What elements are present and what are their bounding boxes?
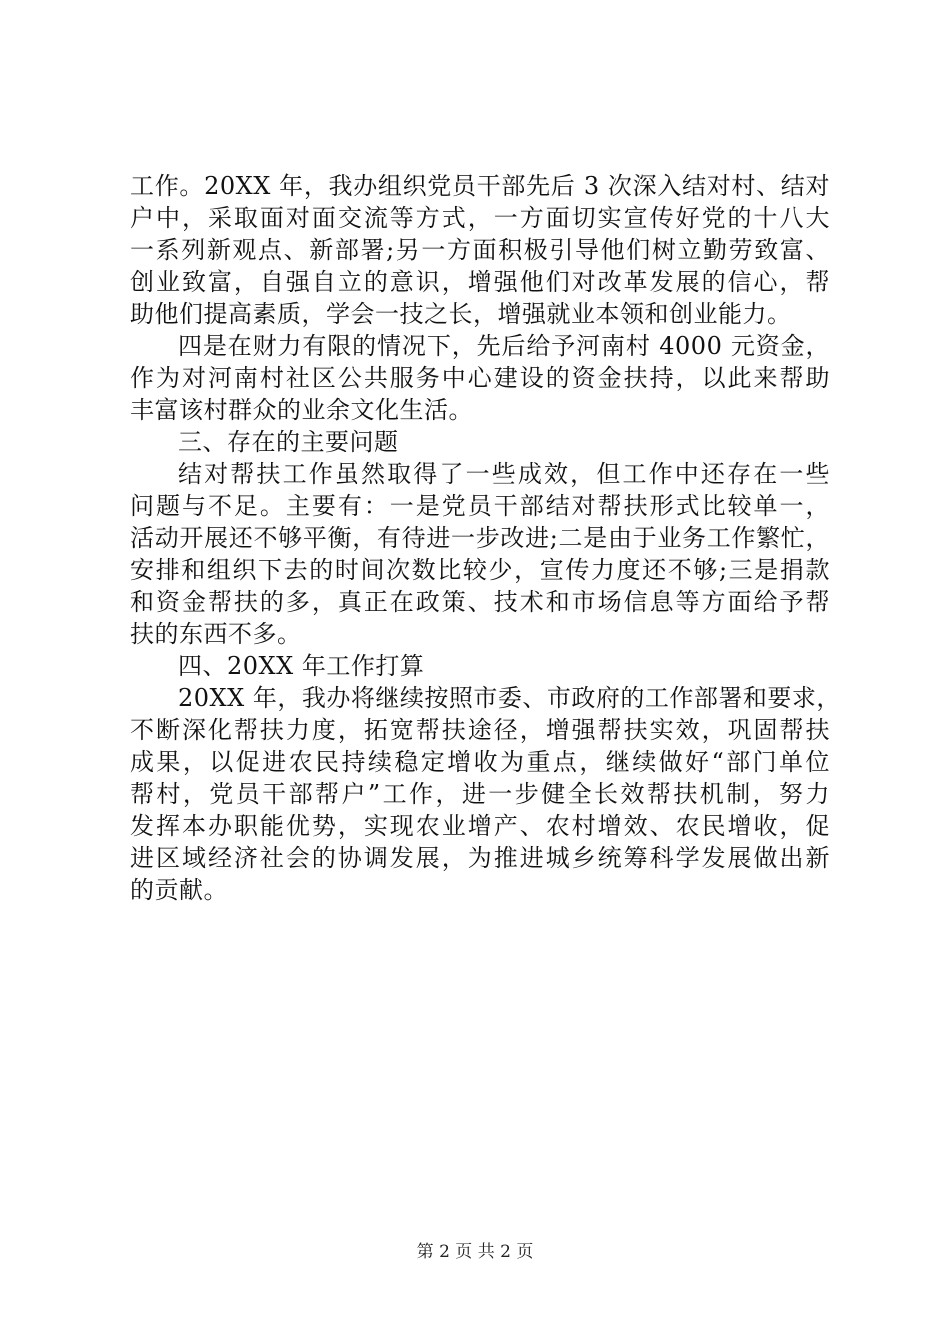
text-line: 不断深化帮扶力度，拓宽帮扶途径，增强帮扶实效，巩固帮扶: [130, 716, 830, 744]
text-line: 活动开展还不够平衡，有待进一步改进;二是由于业务工作繁忙，: [130, 524, 830, 552]
text-line: 和资金帮扶的多，真正在政策、技术和市场信息等方面给予帮: [130, 588, 830, 616]
paragraph-first-line: 结对帮扶工作虽然取得了一些成效，但工作中还存在一些: [178, 460, 830, 488]
text-line: 帮村，党员干部帮户”工作，进一步健全长效帮扶机制，努力: [130, 780, 830, 808]
text-line: 丰富该村群众的业余文化生活。: [130, 396, 473, 424]
text-line: 一系列新观点、新部署;另一方面积极引导他们树立勤劳致富、: [130, 236, 830, 264]
section-heading: 四、20XX 年工作打算: [178, 652, 425, 680]
text-line: 问题与不足。主要有：一是党员干部结对帮扶形式比较单一，: [130, 492, 830, 520]
text-line: 创业致富，自强自立的意识，增强他们对改革发展的信心，帮: [130, 268, 830, 296]
paragraph-first-line: 四是在财力有限的情况下，先后给予河南村 4000 元资金，: [178, 332, 830, 360]
text-line: 成果，以促进农民持续稳定增收为重点，继续做好“部门单位: [130, 748, 830, 776]
text-line: 安排和组织下去的时间次数比较少，宣传力度还不够;三是捐款: [130, 556, 830, 584]
text-line: 工作。20XX 年，我办组织党员干部先后 3 次深入结对村、结对: [130, 172, 830, 200]
paragraph-first-line: 20XX 年，我办将继续按照市委、市政府的工作部署和要求，: [178, 684, 841, 712]
section-heading: 三、存在的主要问题: [178, 428, 399, 456]
text-line: 作为对河南村社区公共服务中心建设的资金扶持，以此来帮助: [130, 364, 830, 392]
document-body: [130, 170, 841, 906]
text-line: 进区域经济社会的协调发展，为推进城乡统筹科学发展做出新: [130, 844, 830, 872]
text-line: 助他们提高素质，学会一技之长，增强就业本领和创业能力。: [130, 300, 792, 328]
text-line: 扶的东西不多。: [130, 620, 302, 648]
text-line: 的贡献。: [130, 876, 228, 904]
text-line: 发挥本办职能优势，实现农业增产、农村增效、农民增收，促: [130, 812, 830, 840]
page-number-footer: 第 2 页 共 2 页: [416, 1242, 534, 1262]
text-line: 户中，采取面对面交流等方式，一方面切实宣传好党的十八大: [130, 204, 830, 232]
